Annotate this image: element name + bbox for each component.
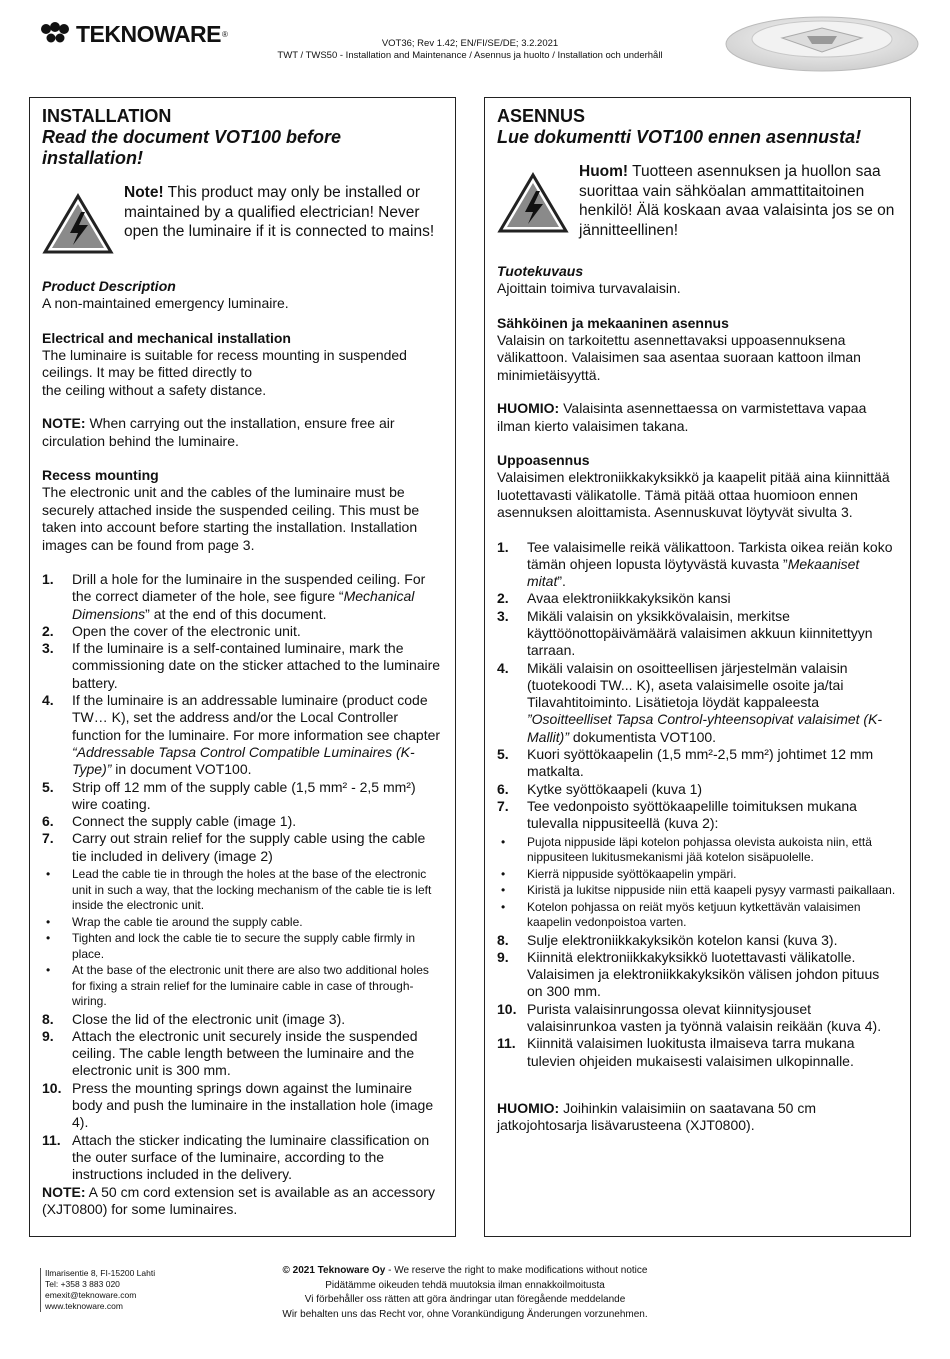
list-item: • Wrap the cable tie around the supply cable. bbox=[46, 914, 303, 929]
recess-mounting-text: Valaisimen elektroniikkakyksikkö ja kaapelit pitää aina kiinnittää luotettavasti välikatolle. Tämä pitää ottaa huomioon ennen asennuksen aloittamista. Asennuskuvat löytyvät sivulta 3. bbox=[497, 469, 890, 520]
legal-line-en: © 2021 Teknoware Oy - We reserve the right to make modifications without notice bbox=[282, 1265, 648, 1276]
list-item: 9. Kiinnitä elektroniikkakyksikkö luotettavasti välikatolle. Valaisimen ja elektroniikkakyksikön välisen johdon pituus on 300 mm. bbox=[497, 948, 880, 1000]
list-item: 1. Drill a hole for the luminaire in the suspended ceiling. For the correct diameter of the hole, see figure “Mechanical Dimensions” at the end of this document. bbox=[42, 571, 426, 622]
strain-relief-bullets bbox=[42, 867, 443, 1010]
list-item: 11. Kiinnitä valaisimen luokitusta ilmaiseva tarra mukana tulevien ohjeiden mukaisesti valaisimen ulkopinnalle. bbox=[497, 1035, 855, 1069]
doc-ref-line-2: TWT / TWS50 - Installation and Maintenance / Asennus ja huolto / Installation och underhåll bbox=[277, 50, 663, 61]
list-item: 3. Mikäli valaisin on yksikkövalaisin, merkitse käyttöönottopäivämäärä valaisimen akkuun kiinnitettyyn tarraan. bbox=[497, 607, 873, 659]
recess-mounting-heading: Uppoasennus bbox=[497, 452, 590, 468]
product-description-text: A non-maintained emergency luminaire. bbox=[42, 295, 289, 311]
installation-section-finnish bbox=[484, 97, 911, 1237]
list-item: 6. Kytke syöttökaapeli (kuva 1) bbox=[497, 780, 703, 797]
section-title: ASENNUS bbox=[497, 106, 586, 126]
list-item: 10. Purista valaisinrungossa olevat kiinnitysjouset valaisinrunkoa vasten ja työnnä valaisin reikään (kuva 4). bbox=[497, 1000, 882, 1035]
list-item: 7. Carry out strain relief for the supply cable using the cable tie included in delivery (image 2) bbox=[42, 830, 426, 864]
website-link[interactable]: www.teknoware.com bbox=[45, 1301, 123, 1311]
list-item: 5. Kuori syöttökaapelin (1,5 mm²-2,5 mm²) johtimet 12 mm matkalta. bbox=[497, 746, 874, 780]
section-title: INSTALLATION bbox=[42, 106, 172, 126]
legal-line-se: Vi förbehåller oss rätten att göra ändringar utan föregående meddelande bbox=[304, 1294, 626, 1305]
list-item: • Kiristä ja lukitse nippuside niin että kaapeli pysyy varmasti paikallaan. bbox=[501, 883, 896, 898]
electric-hazard-warning-icon bbox=[42, 193, 114, 255]
section-subtitle: Read the document VOT100 before installation! bbox=[42, 127, 342, 168]
safety-note-text: Huom! Tuotteen asennuksen ja huollon saa suorittaa vain sähköalan ammattitaitoinen henkilö! Älä koskaan avaa valaisinta jos se on jännitteellinen! bbox=[579, 163, 895, 239]
electrical-installation-text: The luminaire is suitable for recess mounting in suspended ceilings. It may be fitted directly to the ceiling without a safety distance. bbox=[42, 346, 407, 398]
teknoware-logo-icon bbox=[40, 22, 70, 46]
list-item: • Tighten and lock the cable tie to secure the supply cable firmly in place. bbox=[46, 931, 416, 961]
list-item: • At the base of the electronic unit there are also two additional holes for fixing a strain relief for the luminaire cable in case of through-wiring. bbox=[46, 963, 429, 1009]
list-item: 5. Strip off 12 mm of the supply cable (1,5 mm² - 2,5 mm²) wire coating. bbox=[42, 778, 416, 812]
list-item: 9. Attach the electronic unit securely inside the suspended ceiling. The cable length between the luminaire and the electronic unit is 300 mm. bbox=[42, 1027, 418, 1079]
list-item: 7. Tee vedonpoisto syöttökaapelille toimituksen mukana tulevalla nippusiteellä (kuva 2): bbox=[497, 797, 857, 832]
air-circulation-note: NOTE: When carrying out the installation, ensure free air circulation behind the luminaire. bbox=[42, 415, 395, 449]
list-item: • Kotelon pohjassa on reiät myös ketjuun kytkettävän valaisimen kaapelin vedonpoistoa varten. bbox=[501, 899, 861, 930]
product-description-heading: Product Description bbox=[42, 278, 176, 294]
list-item: 11. Attach the sticker indicating the luminaire classification on the outer surface of the luminaire, according to the instructions included in the delivery. bbox=[42, 1131, 430, 1183]
list-item: 4. If the luminaire is an addressable luminaire (product code TW… K), set the address and/or the Local Controller function for the luminaire. For more information see chapter “Addressable Tapsa Control Compatible Luminaires (K-Type)” in document VOT100. bbox=[42, 692, 441, 778]
recess-mounting-heading: Recess mounting bbox=[42, 467, 159, 483]
list-item: 8. Close the lid of the electronic unit (image 3). bbox=[42, 1010, 346, 1027]
installation-steps bbox=[497, 539, 898, 833]
legal-line-de: Wir behalten uns das Recht vor, ohne Vorankündigung Änderungen vorzunehmen. bbox=[282, 1308, 648, 1320]
registered-mark: ® bbox=[222, 29, 228, 39]
list-item: 4. Mikäli valaisin on osoitteellisen järjestelmän valaisin (tuotekoodi TW... K), aseta valaisimelle osoite ja/tai Tilavahtitoiminto. Lisätietoja löydät kappaleesta ”Osoitteelliset Tapsa Control-yhteensopivat valaisimet (K-Mallit)” dokumentista VOT100. bbox=[497, 659, 883, 745]
list-item: 6. Connect the supply cable (image 1). bbox=[42, 813, 297, 830]
installation-section-english bbox=[29, 97, 456, 1237]
safety-note bbox=[497, 162, 898, 240]
installation-steps-continued bbox=[42, 1011, 443, 1184]
electrical-installation-heading: Electrical and mechanical installation bbox=[42, 329, 291, 346]
list-item: 2. Open the cover of the electronic unit. bbox=[42, 622, 301, 639]
section-subtitle: Lue dokumentti VOT100 ennen asennusta! bbox=[497, 127, 862, 147]
brand-name: TEKNOWARE bbox=[76, 21, 221, 47]
electrical-installation-text: Valaisin on tarkoitettu asennettavaksi uppoasennuksena välikattoon. Valaisimen saa asentaa suoraan kattoon ilman minimietäisyyttä. bbox=[497, 331, 861, 383]
list-item: • Lead the cable tie in through the holes at the base of the electronic unit in such a way, that the locking mechanism of the cable tie is left inside the electronic unit. bbox=[46, 867, 432, 913]
recess-mounting-text: The electronic unit and the cables of the luminaire must be securely attached inside the suspended ceiling. This must be taken into account before starting the installation. Installation images can be found from page 3. bbox=[42, 484, 420, 553]
electrical-installation-heading: Sähköinen ja mekaaninen asennus bbox=[497, 314, 729, 331]
installation-steps-continued bbox=[497, 932, 898, 1070]
strain-relief-bullets bbox=[497, 835, 898, 931]
list-item: 8. Sulje elektroniikkakyksikön kotelon kansi (kuva 3). bbox=[497, 931, 838, 948]
list-item: • Kierrä nippuside syöttökaapelin ympäri. bbox=[501, 866, 737, 881]
safety-note bbox=[42, 183, 443, 255]
document-reference bbox=[260, 38, 680, 62]
list-item: • Pujota nippuside läpi kotelon pohjassa olevista aukoista niin, että nippusiteen lukitusmekanismi jää kotelon sisäpuolelle. bbox=[501, 834, 872, 865]
product-description-heading: Tuotekuvaus bbox=[497, 263, 584, 279]
installation-steps bbox=[42, 571, 443, 865]
list-item: 3. If the luminaire is a self-contained luminaire, mark the commissioning date on the sticker attached to the luminaire battery. bbox=[42, 640, 441, 691]
brand-logo bbox=[40, 22, 228, 46]
legal-line-fi: Pidätämme oikeuden tehdä muutoksia ilman ennakkoilmoitusta bbox=[325, 1279, 605, 1291]
list-item: 10. Press the mounting springs down against the luminaire body and push the luminaire in the installation hole (image 4). bbox=[42, 1079, 434, 1131]
extension-set-note: NOTE: A 50 cm cord extension set is available as an accessory (XJT0800) for some luminaires. bbox=[42, 1183, 435, 1218]
list-item: 2. Avaa elektroniikkakyksikön kansi bbox=[497, 590, 731, 607]
list-item: 1. Tee valaisimelle reikä välikattoon. Tarkista oikea reiän koko tämän ohjeen lopusta löytyvästä kuvasta ”Mekaaniset mitat”. bbox=[497, 538, 893, 590]
luminaire-product-image bbox=[722, 8, 922, 74]
electric-hazard-warning-icon bbox=[497, 172, 569, 234]
legal-notice bbox=[230, 1264, 700, 1322]
air-circulation-note: HUOMIO: Valaisinta asennettaessa on varmistettava vapaa ilman kierto valaisimen takana. bbox=[497, 400, 867, 434]
company-address: Ilmarisentie 8, FI-15200 Lahti Tel: +358 3 883 020 emexit@teknoware.com www.teknoware.com bbox=[40, 1268, 155, 1312]
page-header bbox=[0, 0, 950, 80]
email-link[interactable]: emexit@teknoware.com bbox=[45, 1290, 137, 1300]
doc-ref-line-1: VOT36; Rev 1.42; EN/FI/SE/DE; 3.2.2021 bbox=[381, 38, 559, 49]
safety-note-text: Note! This product may only be installed or maintained by a qualified electrician! Never open the luminaire if it is connected to mains! bbox=[124, 184, 435, 240]
product-description-text: Ajoittain toimiva turvavalaisin. bbox=[497, 280, 681, 296]
extension-set-note: HUOMIO: Joihinkin valaisimiin on saatavana 50 cm jatkojohtosarja lisävarusteena (XJT0800). bbox=[497, 1099, 817, 1134]
